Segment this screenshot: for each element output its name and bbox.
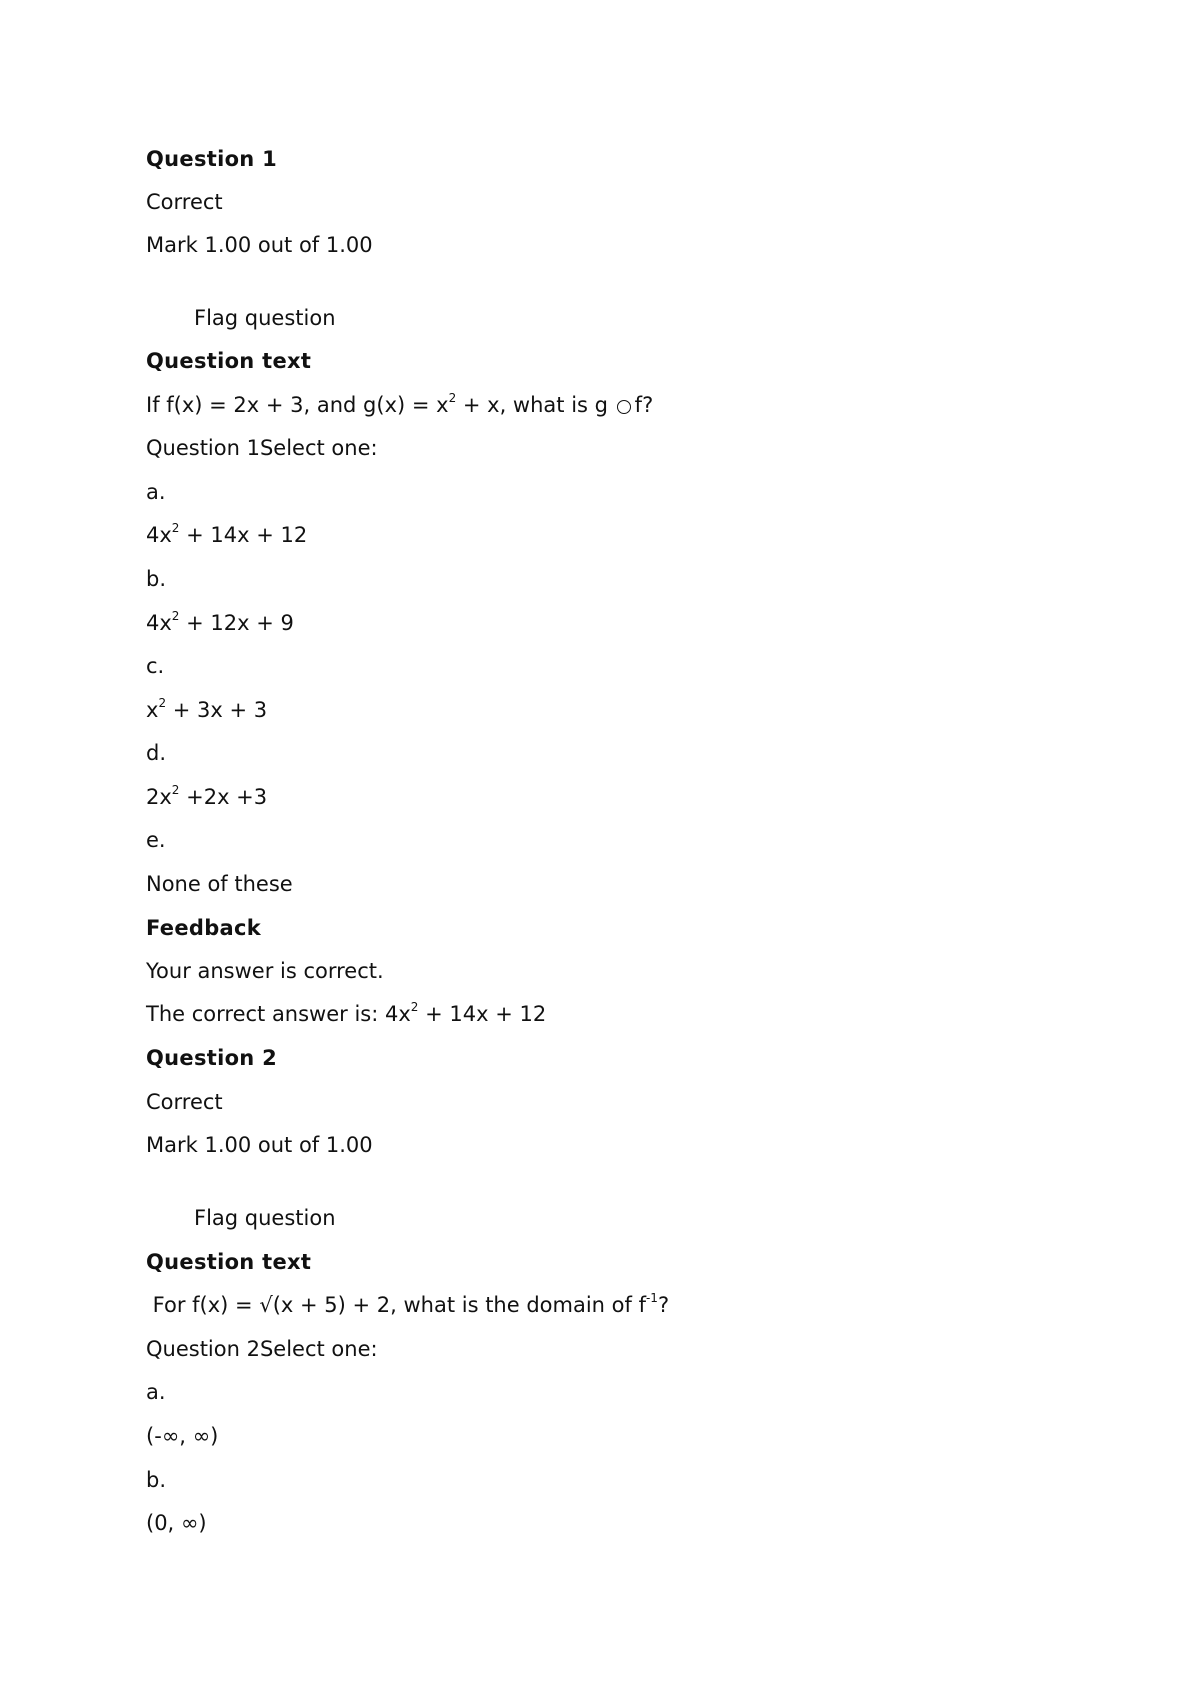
- question-1-flag-link[interactable]: Flag question: [194, 306, 336, 330]
- question-1-prompt: If f(x) = 2x + 3, and $g(x) = x^2 + x$, what is g f?: [146, 391, 654, 417]
- question-2-select-label: Question 2Select one:: [146, 1337, 378, 1361]
- question-1-option-a[interactable]: $4x^2 + 14x + 12$: [146, 521, 308, 547]
- question-1-feedback: Your answer is correct.: [146, 959, 384, 983]
- question-1-select-label: Question 1Select one:: [146, 436, 378, 460]
- question-2-title: Question 2: [146, 1046, 278, 1070]
- question-1-option-b-letter[interactable]: b.: [146, 567, 167, 591]
- question-1-option-e[interactable]: None of these: [146, 872, 293, 896]
- question-1-option-a-letter[interactable]: a.: [146, 480, 166, 504]
- question-2-prompt: For f(x) = √(x + 5) + 2, what is the domain of $f^{-1}$?: [146, 1291, 670, 1317]
- question-2-flag-link[interactable]: Flag question: [194, 1206, 336, 1230]
- composition-circle-icon: [617, 400, 631, 414]
- question-1-option-b[interactable]: $4x^2 + 12x + 9$: [146, 609, 294, 635]
- question-2-text-heading: Question text: [146, 1250, 312, 1274]
- question-1-text-heading: Question text: [146, 349, 312, 373]
- question-1-feedback-heading: Feedback: [146, 916, 262, 940]
- question-1-option-d[interactable]: $2x^2 +2x +3$: [146, 783, 268, 809]
- question-2-option-a[interactable]: (-∞, ∞): [146, 1424, 219, 1448]
- question-1-option-e-letter[interactable]: e.: [146, 828, 166, 852]
- question-2-option-a-letter[interactable]: a.: [146, 1380, 166, 1404]
- question-2-state: Correct: [146, 1090, 223, 1114]
- question-1-mark: Mark 1.00 out of 1.00: [146, 233, 373, 257]
- question-1-state: Correct: [146, 190, 223, 214]
- question-2-option-b-letter[interactable]: b.: [146, 1468, 167, 1492]
- question-1-correct-answer: The correct answer is: $4x^2 + 14x + 12$: [146, 1000, 547, 1026]
- question-1-option-c-letter[interactable]: c.: [146, 654, 165, 678]
- question-2-option-b[interactable]: (0, ∞): [146, 1511, 207, 1535]
- question-2-mark: Mark 1.00 out of 1.00: [146, 1133, 373, 1157]
- question-1-option-c[interactable]: $x^2 + 3x + 3$: [146, 696, 268, 722]
- question-1-title: Question 1: [146, 147, 278, 171]
- question-1-option-d-letter[interactable]: d.: [146, 741, 167, 765]
